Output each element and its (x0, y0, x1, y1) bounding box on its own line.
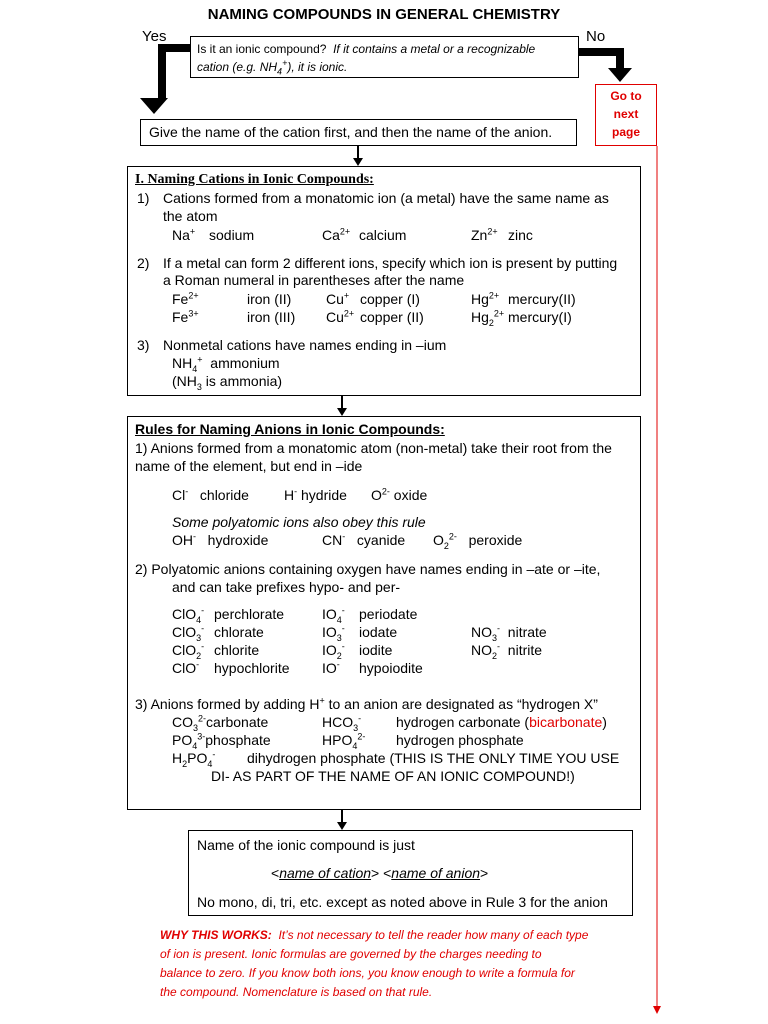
arrow-down-1 (353, 158, 363, 166)
h-ex-hpo4-name: hydrogen phosphate (396, 732, 524, 748)
cation-ex-cu1-name: copper (I) (360, 291, 420, 307)
cation-ex-na: Na+ (172, 226, 196, 243)
question-hint-line2: cation (e.g. $NH_4^+$), it is ionic. (197, 58, 348, 77)
final-line1: Name of the ionic compound is just (197, 837, 415, 853)
cation-ex-ca-name: calcium (359, 227, 407, 243)
polyatomic-note: Some polyatomic ions also obey this rule (172, 514, 426, 530)
h-ex-po4: $PO_4^{3-}phosphate$ (172, 731, 271, 751)
anion-rule1-text: 1) Anions formed from a monatomic atom (non-metal) take their root from the (135, 440, 612, 456)
cation-ex-cu2-name: copper (II) (360, 309, 424, 325)
cation-ex-hg22: $Hg_2^{2+}$ (471, 308, 505, 328)
h-ex-hpo4: $HPO_4^{2-}$ (322, 731, 366, 751)
cation-ex-fe2-name: iron (II) (247, 291, 292, 307)
cation-ex-nh3: ($NH_3$ is ammonia) (172, 373, 283, 392)
cation-ex-fe3-name: iron (III) (247, 309, 296, 325)
question-text: Is it an ionic compound? (197, 42, 327, 56)
oxyanion-io2: $IO_2^-$ (322, 641, 345, 661)
cation-rule3-number: 3) (137, 337, 150, 353)
cation-rule2-text: If a metal can form 2 different ions, specify which ion is present by putting (163, 255, 618, 271)
anion-ex-oh: OH- hydroxide (172, 531, 269, 548)
oxyanion-clo-name: hypochlorite (214, 660, 290, 676)
oxyanion-clo4: ClO$_4$- (172, 605, 205, 625)
anion-ex-cl: Cl- chloride (172, 486, 249, 503)
cation-ex-ca: $Ca^{2+}$ (322, 226, 351, 243)
oxyanion-io2-name: iodite (359, 642, 393, 658)
oxyanion-no3: $NO_3^-$ nitrate (471, 623, 547, 643)
oxyanion-clo3: ClO$_3$- (172, 623, 205, 643)
h-ex-hco3-name: hydrogen carbonate (bicarbonate) (396, 714, 607, 730)
cation-ex-zn: $Zn^{2+}$ (471, 226, 498, 243)
cation-rule2-number: 2) (137, 255, 150, 271)
no-arrow (578, 48, 632, 82)
oxyanion-io4: $IO_4^-$ (322, 605, 345, 625)
cation-rule1-text: Cations formed from a monatomic ion (a metal) have the same name as (163, 190, 609, 206)
oxyanion-clo2: ClO$_2$- (172, 641, 205, 661)
oxyanion-io3: $IO_3^-$ (322, 623, 345, 643)
arrow-down-3 (337, 822, 347, 830)
cation-ex-cu2: $Cu^{2+}$ (326, 308, 355, 325)
oxyanion-clo3-name: chlorate (214, 624, 264, 640)
h-ex-co3: $CO_3^{2-}carbonate$ (172, 713, 269, 733)
give-name-box: Give the name of the cation first, and then the name of the anion. (140, 119, 577, 146)
anions-heading: Rules for Naming Anions in Ionic Compounds: (135, 421, 445, 437)
final-line3: No mono, di, tri, etc. except as noted above in Rule 3 for the anion (197, 894, 608, 910)
page-title: NAMING COMPOUNDS IN GENERAL CHEMISTRY (207, 6, 561, 23)
cation-ex-fe2: $Fe^{2+}$ (172, 290, 199, 307)
anion-rule2-text-2: and can take prefixes hypo- and per- (172, 579, 401, 595)
anion-ex-o2: $O_2^{2-}$ peroxide (433, 531, 523, 551)
h-ex-hco3: $HCO_3^-$ (322, 713, 362, 733)
cation-ex-na-name: sodium (209, 227, 255, 243)
cation-ex-nh4: $NH_4^+$ ammonium (172, 354, 280, 374)
no-label: No (586, 28, 606, 45)
h-ex-h2po4-note: DI- AS PART OF THE NAME OF AN IONIC COMPOUND!) (211, 768, 575, 784)
red-arrow-head (653, 1006, 661, 1014)
anion-ex-cn: CN- cyanide (322, 531, 406, 548)
oxyanion-io4-name: periodate (359, 606, 418, 622)
cation-rule1-text-2: the atom (163, 208, 218, 224)
oxyanion-clo2-name: chlorite (214, 642, 260, 658)
oxyanion-io-name: hypoiodite (359, 660, 423, 676)
anion-ex-o: $O^{2-}$ oxide (371, 486, 428, 503)
yes-label: Yes (142, 28, 167, 45)
cation-rule3-text: Nonmetal cations have names ending in –ium (163, 337, 447, 353)
oxyanion-io: IO- (322, 659, 340, 676)
cation-rule2-text-2: a Roman numeral in parentheses after the name (163, 272, 465, 288)
cation-ex-hg2-name: mercury(II) (508, 291, 576, 307)
oxyanion-no2: $NO_2^-$ nitrite (471, 641, 543, 661)
oxyanion-io3-name: iodate (359, 624, 398, 640)
oxyanion-clo: ClO- (172, 659, 200, 676)
anion-rule1-text-2: name of the element, but end in –ide (135, 458, 363, 474)
ionic-question-box (190, 36, 579, 78)
cation-rule1-number: 1) (137, 190, 150, 206)
anion-ex-h: H- hydride (284, 486, 347, 503)
anion-rule3-text: 3) Anions formed by adding H+ to an anion are designated as “hydrogen X” (135, 695, 598, 712)
oxyanion-clo4-name: perchlorate (214, 606, 285, 622)
h-ex-h2po4: $H_2PO_4^-$ (172, 749, 216, 769)
why-this-works: WHY THIS WORKS: It’s not necessary to tell the reader how many of each type of ion is present. Ionic formulas are governed by the charges needing to balance to zero. If you know both ions, you know enough to write a formula for the compound. Nomenclature is based on that rule. (160, 928, 589, 999)
anion-rule2-text: 2) Polyatomic anions containing oxygen have names ending in –ate or –ite, (135, 561, 601, 577)
arrow-down-2 (337, 408, 347, 416)
final-pattern: <name of cation> <name of anion> (271, 865, 489, 881)
h-ex-h2po4-name: dihydrogen phosphate (THIS IS THE ONLY TIME YOU USE (247, 750, 620, 766)
yes-arrow (140, 44, 190, 114)
cation-ex-hg2: $Hg^{2+}$ (471, 290, 500, 307)
cations-heading: I. Naming Cations in Ionic Compounds: (135, 172, 374, 187)
cation-ex-fe3: $Fe^{3+}$ (172, 308, 199, 325)
cation-ex-hg22-name: mercury(I) (508, 309, 572, 325)
cation-ex-cu1: Cu+ (326, 290, 350, 307)
cation-ex-zn-name: zinc (508, 227, 533, 243)
question-hint: If it contains a metal or a recognizable (333, 42, 536, 56)
go-to-next-page-box: Go to next page (595, 84, 657, 146)
